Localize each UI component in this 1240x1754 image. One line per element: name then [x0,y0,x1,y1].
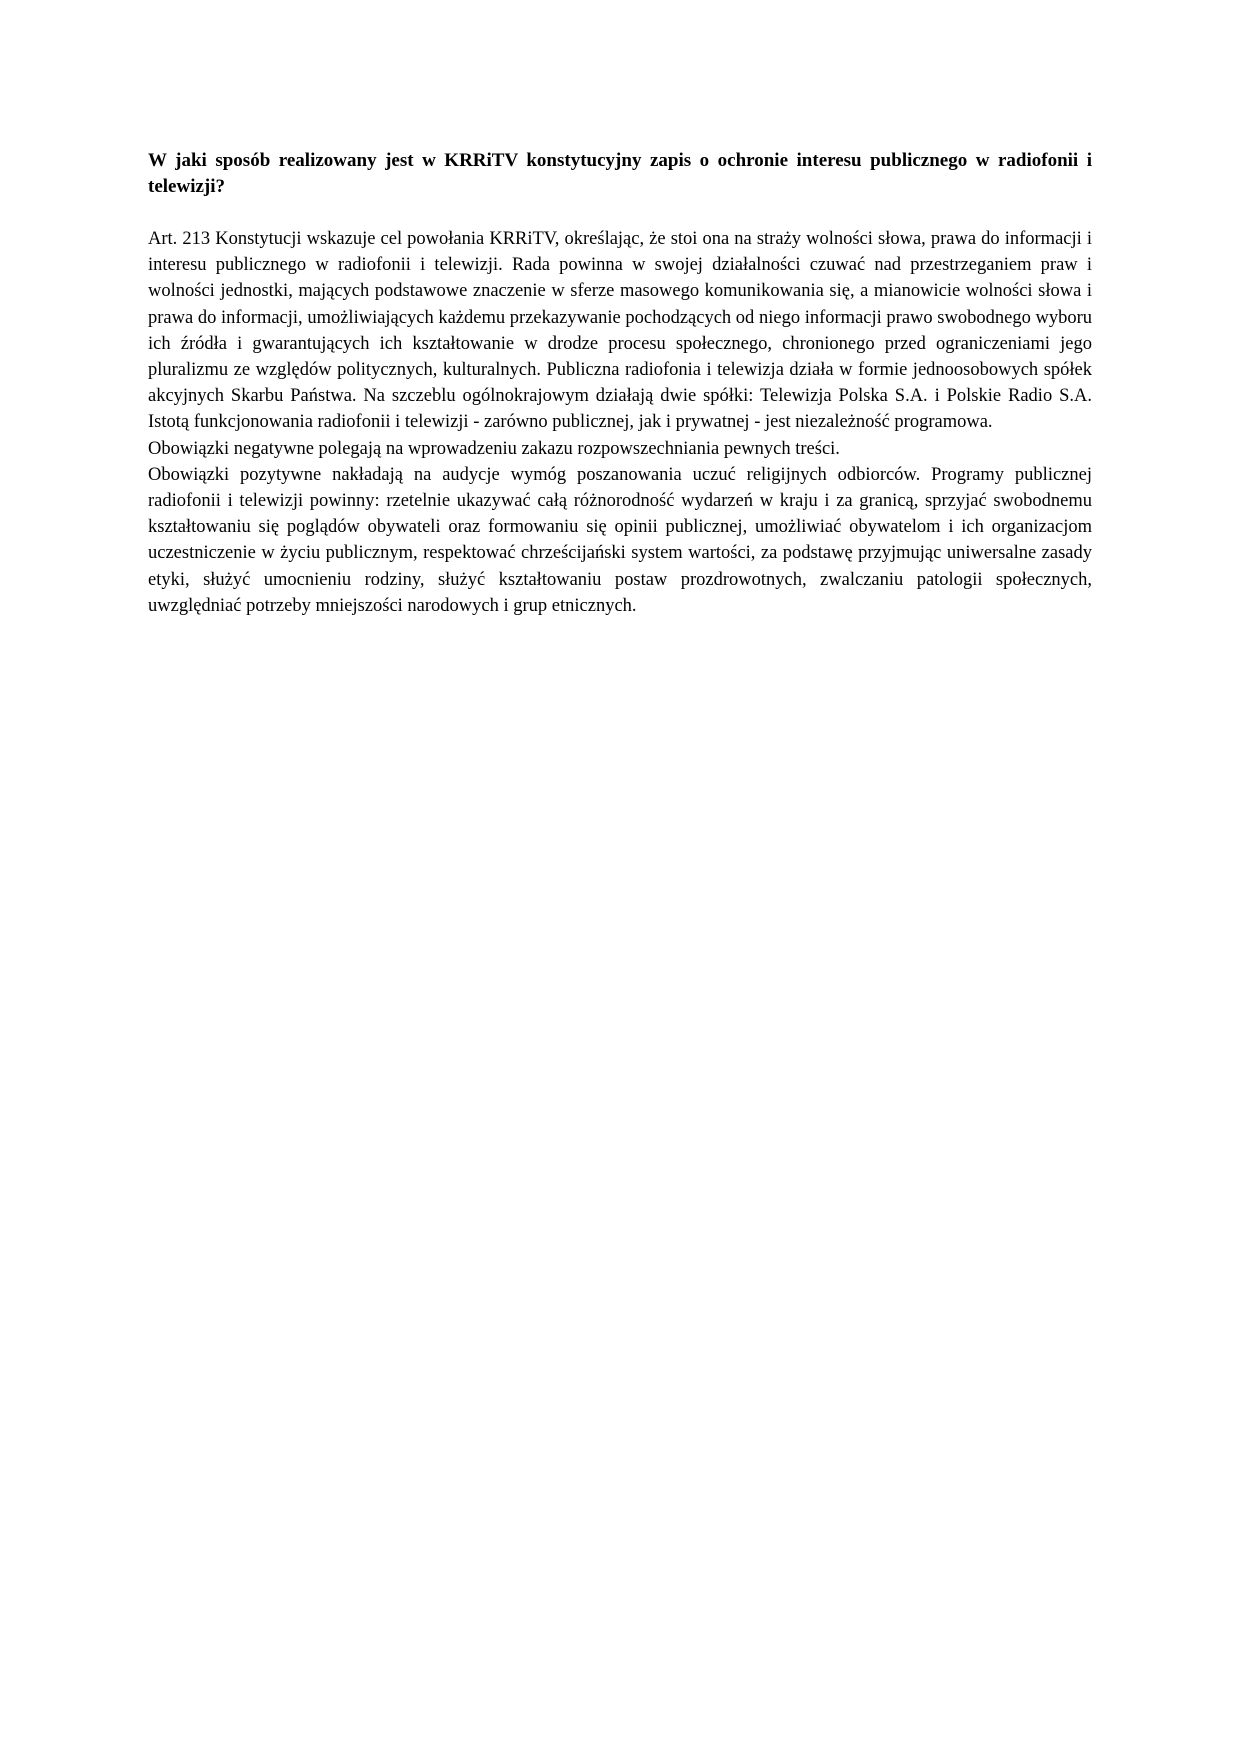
spacer [148,200,1092,226]
paragraph-art-213: Art. 213 Konstytucji wskazuje cel powołania KRRiTV, określając, że stoi ona na straży wolności słowa, prawa do informacji i interesu publicznego w radiofonii i telewizji. Rada powinna w swojej działalności czuwać nad przestrzeganiem praw i wolności jednostki, mających podstawowe znaczenie w sferze masowego komunikowania się, a mianowicie wolności słowa i prawa do informacji, umożliwiających każdemu przekazywanie pochodzących od niego informacji prawo swobodnego wyboru ich źródła i gwarantujących ich kształtowanie w drodze procesu społecznego, chronionego przed ograniczeniami jego pluralizmu ze względów politycznych, kulturalnych. Publiczna radiofonia i telewizja działa w formie jednoosobowych spółek akcyjnych Skarbu Państwa. Na szczeblu ogólnokrajowym działają dwie spółki: Telewizja Polska S.A. i Polskie Radio S.A. Istotą funkcjonowania radiofonii i telewizji - zarówno publicznej, jak i prywatnej - jest niezależność programowa. [148,229,1092,433]
paragraph-negative-duties: Obowiązki negatywne polegają na wprowadzeniu zakazu rozpowszechniania pewnych treści. [148,438,840,459]
paragraph-positive-duties: Obowiązki pozytywne nakładają na audycje wymóg poszanowania uczuć religijnych odbiorców. Programy publicznej radiofonii i telewizji powinny: rzetelnie ukazywać całą różnorodność wydarzeń w kraju i za granicą, sprzyjać swobodnemu kształtowaniu się poglądów obywateli oraz formowaniu się opinii publicznej, umożliwiać obywatelom i ich organizacjom uczestniczenie w życiu publicznym, respektować chrześcijański system wartości, za podstawę przyjmując uniwersalne zasady etyki, służyć umocnieniu rodziny, służyć kształtowaniu postaw prozdrowotnych, zwalczaniu patologii społecznych, uwzględniać potrzeby mniejszości narodowych i grup etnicznych. [148,464,1092,616]
document-title: W jaki sposób realizowany jest w KRRiTV konstytucyjny zapis o ochronie interesu publicznego w radiofonii i telewizji? [148,150,1092,197]
document-page [148,148,1092,619]
